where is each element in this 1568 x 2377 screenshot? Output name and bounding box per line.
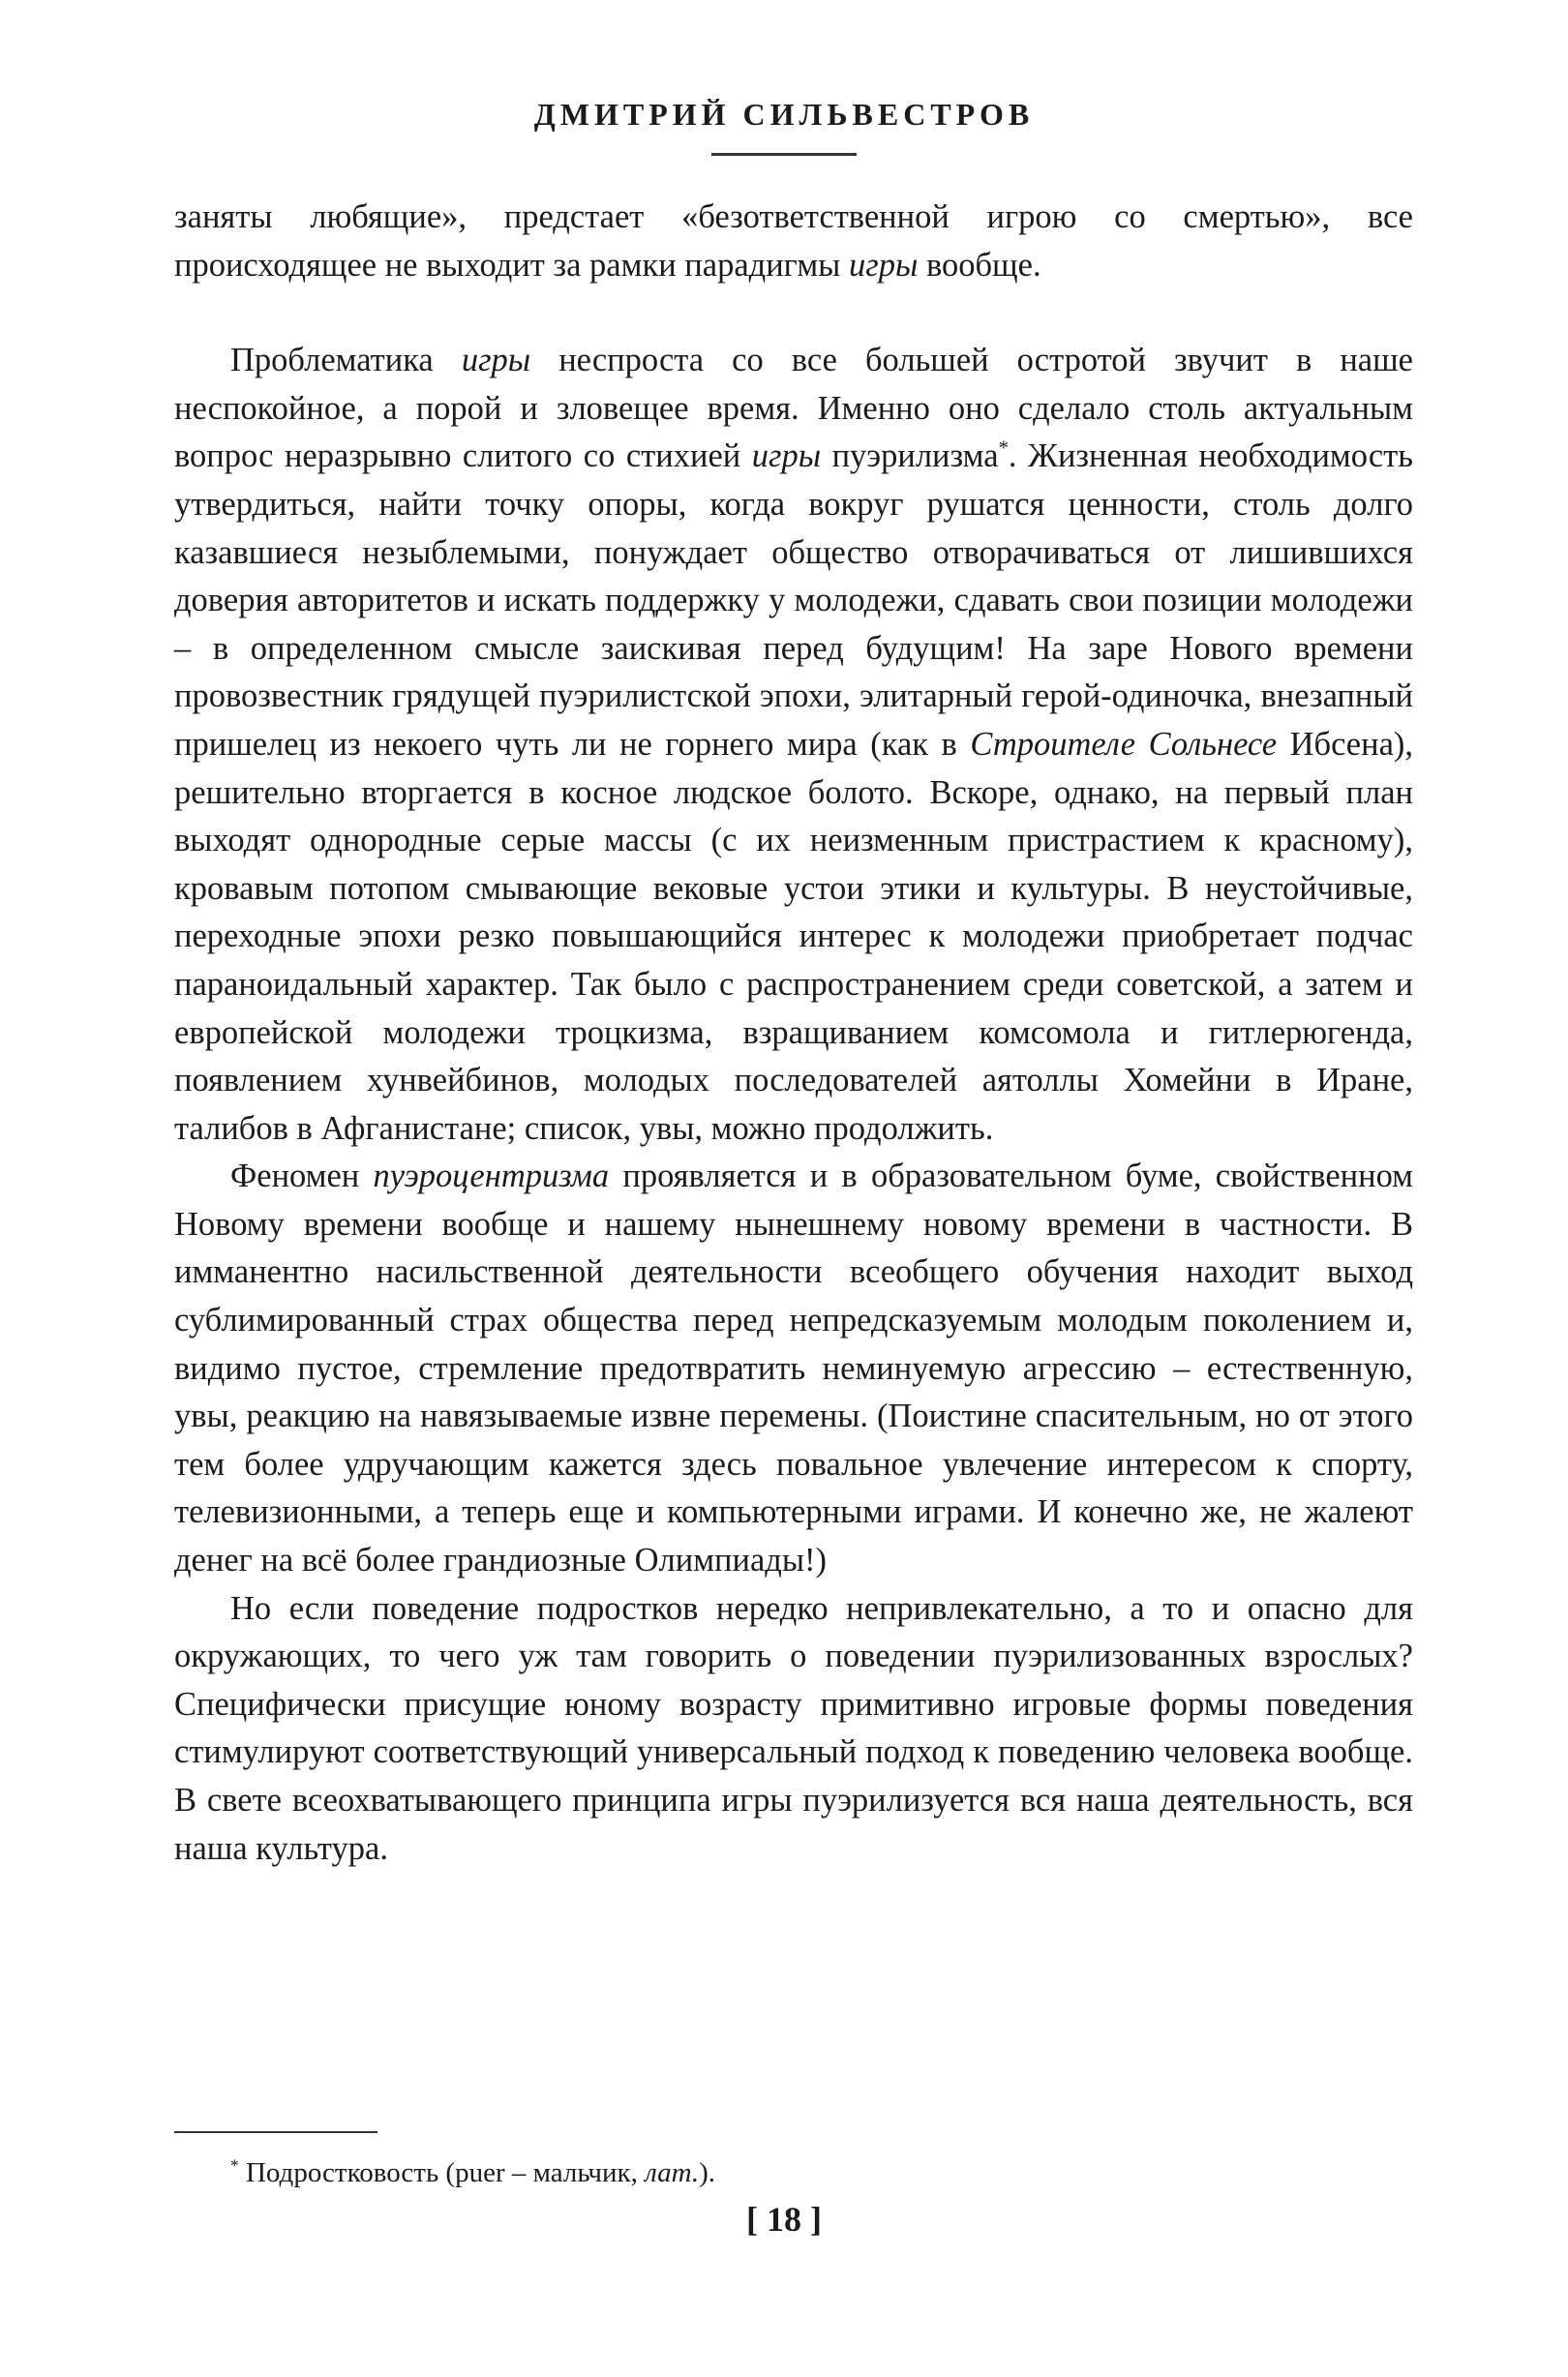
- text-run: Феномен: [230, 1158, 374, 1195]
- footnote-text: Подростковость (puer – мальчик,: [238, 2157, 646, 2188]
- header-divider: [711, 153, 857, 156]
- footnote: [230, 2153, 1392, 2192]
- text-run: вообще.: [918, 246, 1041, 284]
- footnote-marker: *: [230, 2155, 239, 2176]
- body-text: [174, 194, 1413, 1873]
- text-run: Проблематика: [230, 342, 462, 379]
- running-head: ДМИТРИЙ СИЛЬВЕСТРОВ: [533, 97, 1035, 132]
- paragraph-1: [174, 194, 1413, 289]
- text-run: Ибсена), решительно вторгается в косное людское болото. Вскоре, однако, на первый план выходят однородные серые массы (с их неизменным пристрастием к красному), кровавым потопом смывающие вековые устои этики и культуры. В неустойчивые, переходные эпохи резко повышающийся интерес к молодежи приобретает подчас параноидальный характер. Так было с распространением среди советской, а затем и европейской молодежи троцкизма, взращиванием комсомола и гитлерюгенда, появлением хунвейбинов, молодых последователей аятоллы Хомейни в Иране, талибов в Афганистане; список, увы, можно продолжить.: [174, 725, 1414, 1147]
- footnote-ref: *: [998, 437, 1009, 460]
- italic-term: игры: [461, 342, 531, 379]
- text-run: пуэрилизма: [821, 437, 999, 475]
- italic-term: игры: [751, 437, 822, 475]
- text-run: проявляется и в образовательном буме, свойственном Новому времени вообще и нашему нынешнему новому времени в частности. В имманентно насильственной деятельности всеобщего обучения находит выход сублимированный страх общества перед непредсказуемым молодым поколением и, видимо пустое, стремление предотвратить неминуемую агрессию – естественную, увы, реакцию на навязываемые извне перемены. (Поистине спасительным, но от этого тем более удручающим кажется здесь повальное увлечение интересом к спорту, телевизионными, а теперь еще и компьютерными играми. И конечно же, не жалеют денег на всё более грандиозные Олимпиады!): [174, 1158, 1414, 1580]
- italic-title: Строителе Сольнесе: [970, 725, 1278, 763]
- paragraph-3: [174, 1153, 1413, 1584]
- page-number: [ 18 ]: [746, 2200, 822, 2239]
- footnote-text-end: ).: [699, 2157, 716, 2188]
- italic-term: пуэроцентризма: [373, 1158, 610, 1195]
- text-run: неспроста со все большей остротой звучит в наше неспокойное, а порой и зловещее время. Именно оно сделало столь актуальным вопрос неразрывно слитого со стихией: [174, 342, 1413, 475]
- text-run: Но если поведение подростков нередко непривлекательно, а то и опасно для окружающих, то чего уж там говорить о поведении пуэрилизованных взрослых? Специфически присущие юному возрасту примитивно игровые формы поведения стимулируют соответствующий универсальный подход к поведению человека вообще. В свете всеохватывающего принципа игры пуэрилизуется вся наша деятельность, вся наша культура.: [174, 1589, 1413, 1867]
- paragraph-2: [174, 337, 1413, 1153]
- footnote-italic: лат.: [645, 2157, 700, 2188]
- text-run: . Жизненная необходимость утвердиться, найти точку опоры, когда вокруг рушатся ценности, столь долго казавшиеся незыблемыми, понуждает общество отворачиваться от лишившихся доверия авторитетов и искать поддержку у молодежи, сдавать свои позиции молодежи – в определенном смысле заискивая перед будущим! На заре Нового времени провозвестник грядущей пуэрилистской эпохи, элитарный герой-одиночка, внезапный пришелец из некоего чуть ли не горнего мира (как в: [174, 437, 1413, 763]
- italic-term: игры: [849, 246, 919, 284]
- text-run: заняты любящие», предстает «безответственной игрою со смертью», все происходящее не выходит за рамки парадигмы: [174, 198, 1413, 284]
- footnote-divider: [174, 2131, 377, 2133]
- paragraph-4: [174, 1585, 1413, 1874]
